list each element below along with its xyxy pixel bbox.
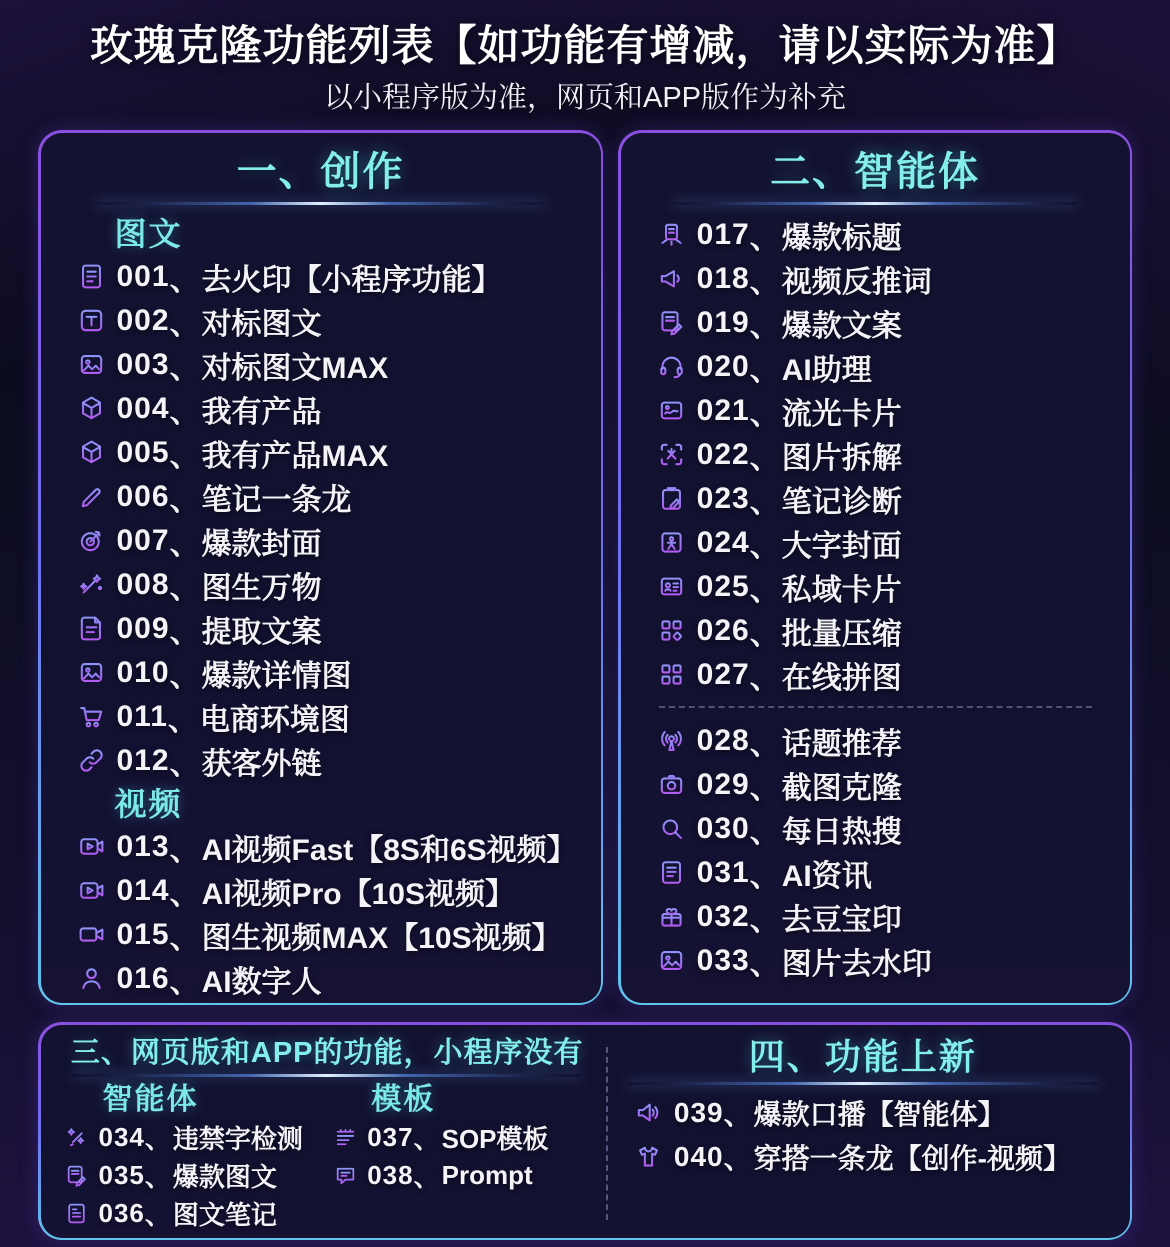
wand-icon <box>73 570 111 599</box>
feature-item-026 <box>645 609 1106 653</box>
feature-label: 去火印【小程序功能】 <box>201 263 502 297</box>
feature-label: 图文笔记 <box>172 1200 277 1230</box>
feature-separator: 、 <box>169 833 200 867</box>
target-icon <box>73 526 111 555</box>
feature-item-018 <box>645 257 1106 301</box>
feature-number: 024 <box>696 525 750 559</box>
creation-list <box>65 213 577 1001</box>
feature-number: 016 <box>116 961 170 995</box>
newfeatures-list <box>614 1091 1112 1179</box>
light-streak <box>672 202 1078 205</box>
feature-separator: 、 <box>749 947 780 981</box>
feature-item-009 <box>65 607 577 651</box>
panel-bottom <box>38 1022 1132 1240</box>
feature-label: 批量压缩 <box>781 617 902 651</box>
feature-number: 002 <box>116 303 170 337</box>
feature-number: 007 <box>116 523 170 557</box>
feature-label: 爆款口播【智能体】 <box>753 1098 1006 1130</box>
headset-icon <box>653 352 691 381</box>
feature-label: AI数字人 <box>201 965 322 999</box>
feature-number: 027 <box>696 657 750 691</box>
feature-separator: 、 <box>749 573 780 607</box>
feature-item-024 <box>645 521 1106 565</box>
feature-separator: 、 <box>169 615 200 649</box>
feature-label: AI助理 <box>781 353 872 387</box>
camera-icon <box>653 770 691 799</box>
feature-item-020 <box>645 345 1106 389</box>
feature-number: 033 <box>696 943 750 977</box>
feature-item-025 <box>645 565 1106 609</box>
doc-pen-icon <box>61 1163 93 1188</box>
feature-number: 021 <box>696 393 750 427</box>
feature-label: 私域卡片 <box>781 573 902 607</box>
page-title: 玫瑰克隆功能列表【如功能有增减，请以实际为准】 <box>90 22 1080 69</box>
feature-separator: 、 <box>749 529 780 563</box>
feature-item-008 <box>65 563 577 607</box>
feature-separator: 、 <box>749 815 780 849</box>
feature-separator: 、 <box>167 703 198 737</box>
feature-number: 026 <box>696 613 750 647</box>
feature-separator: 、 <box>169 527 200 561</box>
compress-icon <box>653 616 691 645</box>
feature-item-003 <box>65 343 577 387</box>
feature-number: 011 <box>116 699 168 733</box>
pencil-icon <box>73 482 111 511</box>
feature-number: 023 <box>696 481 750 515</box>
link-icon <box>73 746 111 775</box>
feature-item-036 <box>59 1195 328 1233</box>
id-card-icon <box>653 572 691 601</box>
panel-agents-title: 二、智能体 <box>770 149 981 194</box>
feature-number: 001 <box>116 259 170 293</box>
feature-separator: 、 <box>749 661 780 695</box>
feature-label: AI视频Fast【8S和6S视频】 <box>201 833 577 867</box>
document-icon <box>73 262 111 291</box>
panel-bottom-body <box>41 1025 1130 1238</box>
feature-number: 032 <box>696 899 750 933</box>
section-subheader: 视频 <box>114 785 183 822</box>
feature-separator: 、 <box>169 921 200 955</box>
section-subheader: 模板 <box>371 1082 436 1116</box>
feature-item-040 <box>614 1135 1112 1179</box>
feature-label: 爆款详情图 <box>201 659 352 693</box>
feature-item-016 <box>65 957 577 1001</box>
feature-item-014 <box>65 869 577 913</box>
feature-number: 034 <box>98 1122 145 1152</box>
feature-label: 去豆宝印 <box>781 903 902 937</box>
feature-number: 031 <box>696 855 750 889</box>
top-panels <box>0 130 1170 1005</box>
cube-icon <box>73 394 111 423</box>
feature-label: 爆款文案 <box>781 309 902 343</box>
feature-label: 爆款标题 <box>781 221 902 255</box>
webapp-columns <box>59 1081 596 1233</box>
feature-number: 035 <box>98 1160 145 1190</box>
feature-item-035 <box>59 1157 328 1195</box>
feature-item-032 <box>645 895 1106 939</box>
feature-number: 006 <box>116 479 170 513</box>
feature-separator: 、 <box>749 727 780 761</box>
section-webapp <box>59 1033 596 1230</box>
feature-item-031 <box>645 851 1106 895</box>
feature-label: 流光卡片 <box>781 397 902 431</box>
feature-separator: 、 <box>749 771 780 805</box>
image-icon <box>73 658 111 687</box>
feature-separator: 、 <box>749 617 780 651</box>
panel-creation-title: 一、创作 <box>236 149 405 194</box>
feature-item-012 <box>65 739 577 783</box>
light-streak <box>72 1074 583 1077</box>
feature-item-007 <box>65 519 577 563</box>
feature-separator: 、 <box>169 877 200 911</box>
speaker-icon <box>630 1098 668 1127</box>
feature-item-005 <box>65 431 577 475</box>
video-icon <box>73 876 111 905</box>
feature-label: 视频反推词 <box>781 265 932 299</box>
feature-number: 040 <box>673 1140 724 1172</box>
light-streak <box>626 1082 1099 1085</box>
feature-label: 大字封面 <box>781 529 902 563</box>
detect-icon <box>61 1125 93 1150</box>
feature-separator: 、 <box>169 263 200 297</box>
dashed-divider <box>659 706 1092 708</box>
template-icon <box>329 1125 361 1150</box>
feature-separator: 、 <box>169 571 200 605</box>
gift-icon <box>653 902 691 931</box>
light-streak <box>95 202 546 205</box>
feature-label: 每日热搜 <box>781 815 902 849</box>
webapp-column <box>327 1081 596 1233</box>
image-icon <box>653 946 691 975</box>
feature-number: 003 <box>116 347 170 381</box>
panel-agents-body <box>621 133 1130 1003</box>
feature-item-004 <box>65 387 577 431</box>
feature-item-015 <box>65 913 577 957</box>
feature-label: 爆款图文 <box>172 1162 277 1192</box>
feature-number: 022 <box>696 437 750 471</box>
feature-separator: 、 <box>749 309 780 343</box>
feature-separator: 、 <box>169 395 200 429</box>
video-icon <box>73 832 111 861</box>
page-subtitle: 以小程序版为准，网页和APP版作为补充 <box>323 82 847 114</box>
feature-item-006 <box>65 475 577 519</box>
feature-number: 005 <box>116 435 170 469</box>
feature-label: 在线拼图 <box>781 661 902 695</box>
feature-separator: 、 <box>413 1124 440 1154</box>
feature-number: 018 <box>696 261 750 295</box>
cart-icon <box>73 702 111 731</box>
feature-number: 029 <box>696 767 750 801</box>
note-icon <box>61 1201 93 1226</box>
feature-separator: 、 <box>169 659 200 693</box>
feature-item-034 <box>59 1119 328 1157</box>
feature-separator: 、 <box>749 265 780 299</box>
feature-number: 039 <box>673 1096 724 1128</box>
feature-label: SOP模板 <box>441 1124 549 1154</box>
feature-item-013 <box>65 825 577 869</box>
feature-separator: 、 <box>169 351 200 385</box>
feature-separator: 、 <box>169 483 200 517</box>
feature-label: 爆款封面 <box>201 527 322 561</box>
feature-number: 013 <box>116 829 170 863</box>
sparkle-doc-icon <box>653 220 691 249</box>
agents-list <box>645 213 1106 983</box>
person-icon <box>73 964 111 993</box>
feature-label: 话题推荐 <box>781 727 902 761</box>
feature-item-039 <box>614 1091 1112 1135</box>
feature-label: 图生万物 <box>201 571 322 605</box>
section-subheader: 智能体 <box>102 1082 199 1116</box>
text-icon <box>73 306 111 335</box>
prompt-icon <box>329 1163 361 1188</box>
feature-item-002 <box>65 299 577 343</box>
feature-separator: 、 <box>169 307 200 341</box>
section-newfeatures <box>614 1033 1112 1230</box>
feature-number: 036 <box>98 1198 145 1228</box>
feature-label: 穿搭一条龙【创作-视频】 <box>753 1142 1071 1174</box>
feature-number: 015 <box>116 917 170 951</box>
feature-separator: 、 <box>723 1142 752 1174</box>
doc-text-icon <box>73 614 111 643</box>
feature-separator: 、 <box>749 353 780 387</box>
feature-number: 010 <box>116 655 170 689</box>
feature-separator: 、 <box>749 485 780 519</box>
megaphone-icon <box>653 264 691 293</box>
search-icon <box>653 814 691 843</box>
feature-number: 009 <box>116 611 170 645</box>
feature-number: 037 <box>367 1122 414 1152</box>
clipboard-icon <box>653 484 691 513</box>
feature-number: 028 <box>696 723 750 757</box>
feature-number: 030 <box>696 811 750 845</box>
feature-label: 图生视频MAX【10S视频】 <box>201 921 562 955</box>
feature-item-019 <box>645 301 1106 345</box>
feature-label: 笔记一条龙 <box>201 483 352 517</box>
feature-label: AI视频Pro【10S视频】 <box>201 877 515 911</box>
feature-item-023 <box>645 477 1106 521</box>
feature-item-038 <box>327 1157 596 1195</box>
feature-item-001 <box>65 255 577 299</box>
feature-label: 截图克隆 <box>781 771 902 805</box>
feature-item-011 <box>65 695 577 739</box>
feature-number: 020 <box>696 349 750 383</box>
card-glow-icon <box>653 396 691 425</box>
feature-label: 对标图文 <box>201 307 322 341</box>
feature-item-033 <box>645 939 1106 983</box>
panel-creation <box>38 130 603 1005</box>
vertical-dashed-divider <box>606 1047 608 1220</box>
feature-label: 笔记诊断 <box>781 485 902 519</box>
feature-separator: 、 <box>169 965 200 999</box>
section-webapp-title: 三、网页版和APP的功能，小程序没有 <box>70 1036 584 1069</box>
feature-separator: 、 <box>749 441 780 475</box>
feature-separator: 、 <box>144 1200 171 1230</box>
news-icon <box>653 858 691 887</box>
feature-label: 图片去水印 <box>781 947 932 981</box>
feature-separator: 、 <box>169 439 200 473</box>
feature-item-030 <box>645 807 1106 851</box>
feature-number: 017 <box>696 217 750 251</box>
feature-item-028 <box>645 719 1106 763</box>
feature-label: 获客外链 <box>201 747 322 781</box>
antenna-icon <box>653 726 691 755</box>
feature-label: 电商环境图 <box>199 703 350 737</box>
feature-item-021 <box>645 389 1106 433</box>
section-subheader: 图文 <box>114 215 183 252</box>
feature-number: 004 <box>116 391 170 425</box>
feature-separator: 、 <box>749 903 780 937</box>
doc-pen-icon <box>653 308 691 337</box>
panel-creation-body <box>41 133 601 1003</box>
feature-number: 025 <box>696 569 750 603</box>
feature-label: 提取文案 <box>201 615 322 649</box>
feature-label: 我有产品 <box>201 395 322 429</box>
feature-separator: 、 <box>144 1124 171 1154</box>
feature-label: 对标图文MAX <box>201 351 389 385</box>
feature-item-017 <box>645 213 1106 257</box>
feature-number: 014 <box>116 873 170 907</box>
feature-number: 038 <box>367 1160 414 1190</box>
image-icon <box>73 350 111 379</box>
feature-separator: 、 <box>749 221 780 255</box>
feature-label: 图片拆解 <box>781 441 902 475</box>
grid-icon <box>653 660 691 689</box>
feature-item-010 <box>65 651 577 695</box>
feature-number: 012 <box>116 743 170 777</box>
feature-item-022 <box>645 433 1106 477</box>
feature-separator: 、 <box>749 397 780 431</box>
feature-label: 违禁字检测 <box>172 1124 303 1154</box>
feature-separator: 、 <box>749 859 780 893</box>
feature-item-027 <box>645 653 1106 697</box>
camcorder-icon <box>73 920 111 949</box>
panel-agents <box>618 130 1132 1005</box>
feature-label: Prompt <box>441 1160 533 1190</box>
feature-number: 008 <box>116 567 170 601</box>
feature-number: 019 <box>696 305 750 339</box>
feature-label: 我有产品MAX <box>201 439 389 473</box>
cube-icon <box>73 438 111 467</box>
feature-separator: 、 <box>413 1162 440 1192</box>
section-newfeatures-title: 四、功能上新 <box>748 1035 977 1077</box>
feature-label: AI资讯 <box>781 859 872 893</box>
webapp-column <box>59 1081 328 1233</box>
cover-person-icon <box>653 528 691 557</box>
tshirt-icon <box>630 1142 668 1171</box>
feature-separator: 、 <box>723 1098 752 1130</box>
bottom-panel-wrap <box>0 1022 1170 1240</box>
feature-item-029 <box>645 763 1106 807</box>
split-image-icon <box>653 440 691 469</box>
feature-separator: 、 <box>169 747 200 781</box>
feature-separator: 、 <box>144 1162 171 1192</box>
feature-item-037 <box>327 1119 596 1157</box>
